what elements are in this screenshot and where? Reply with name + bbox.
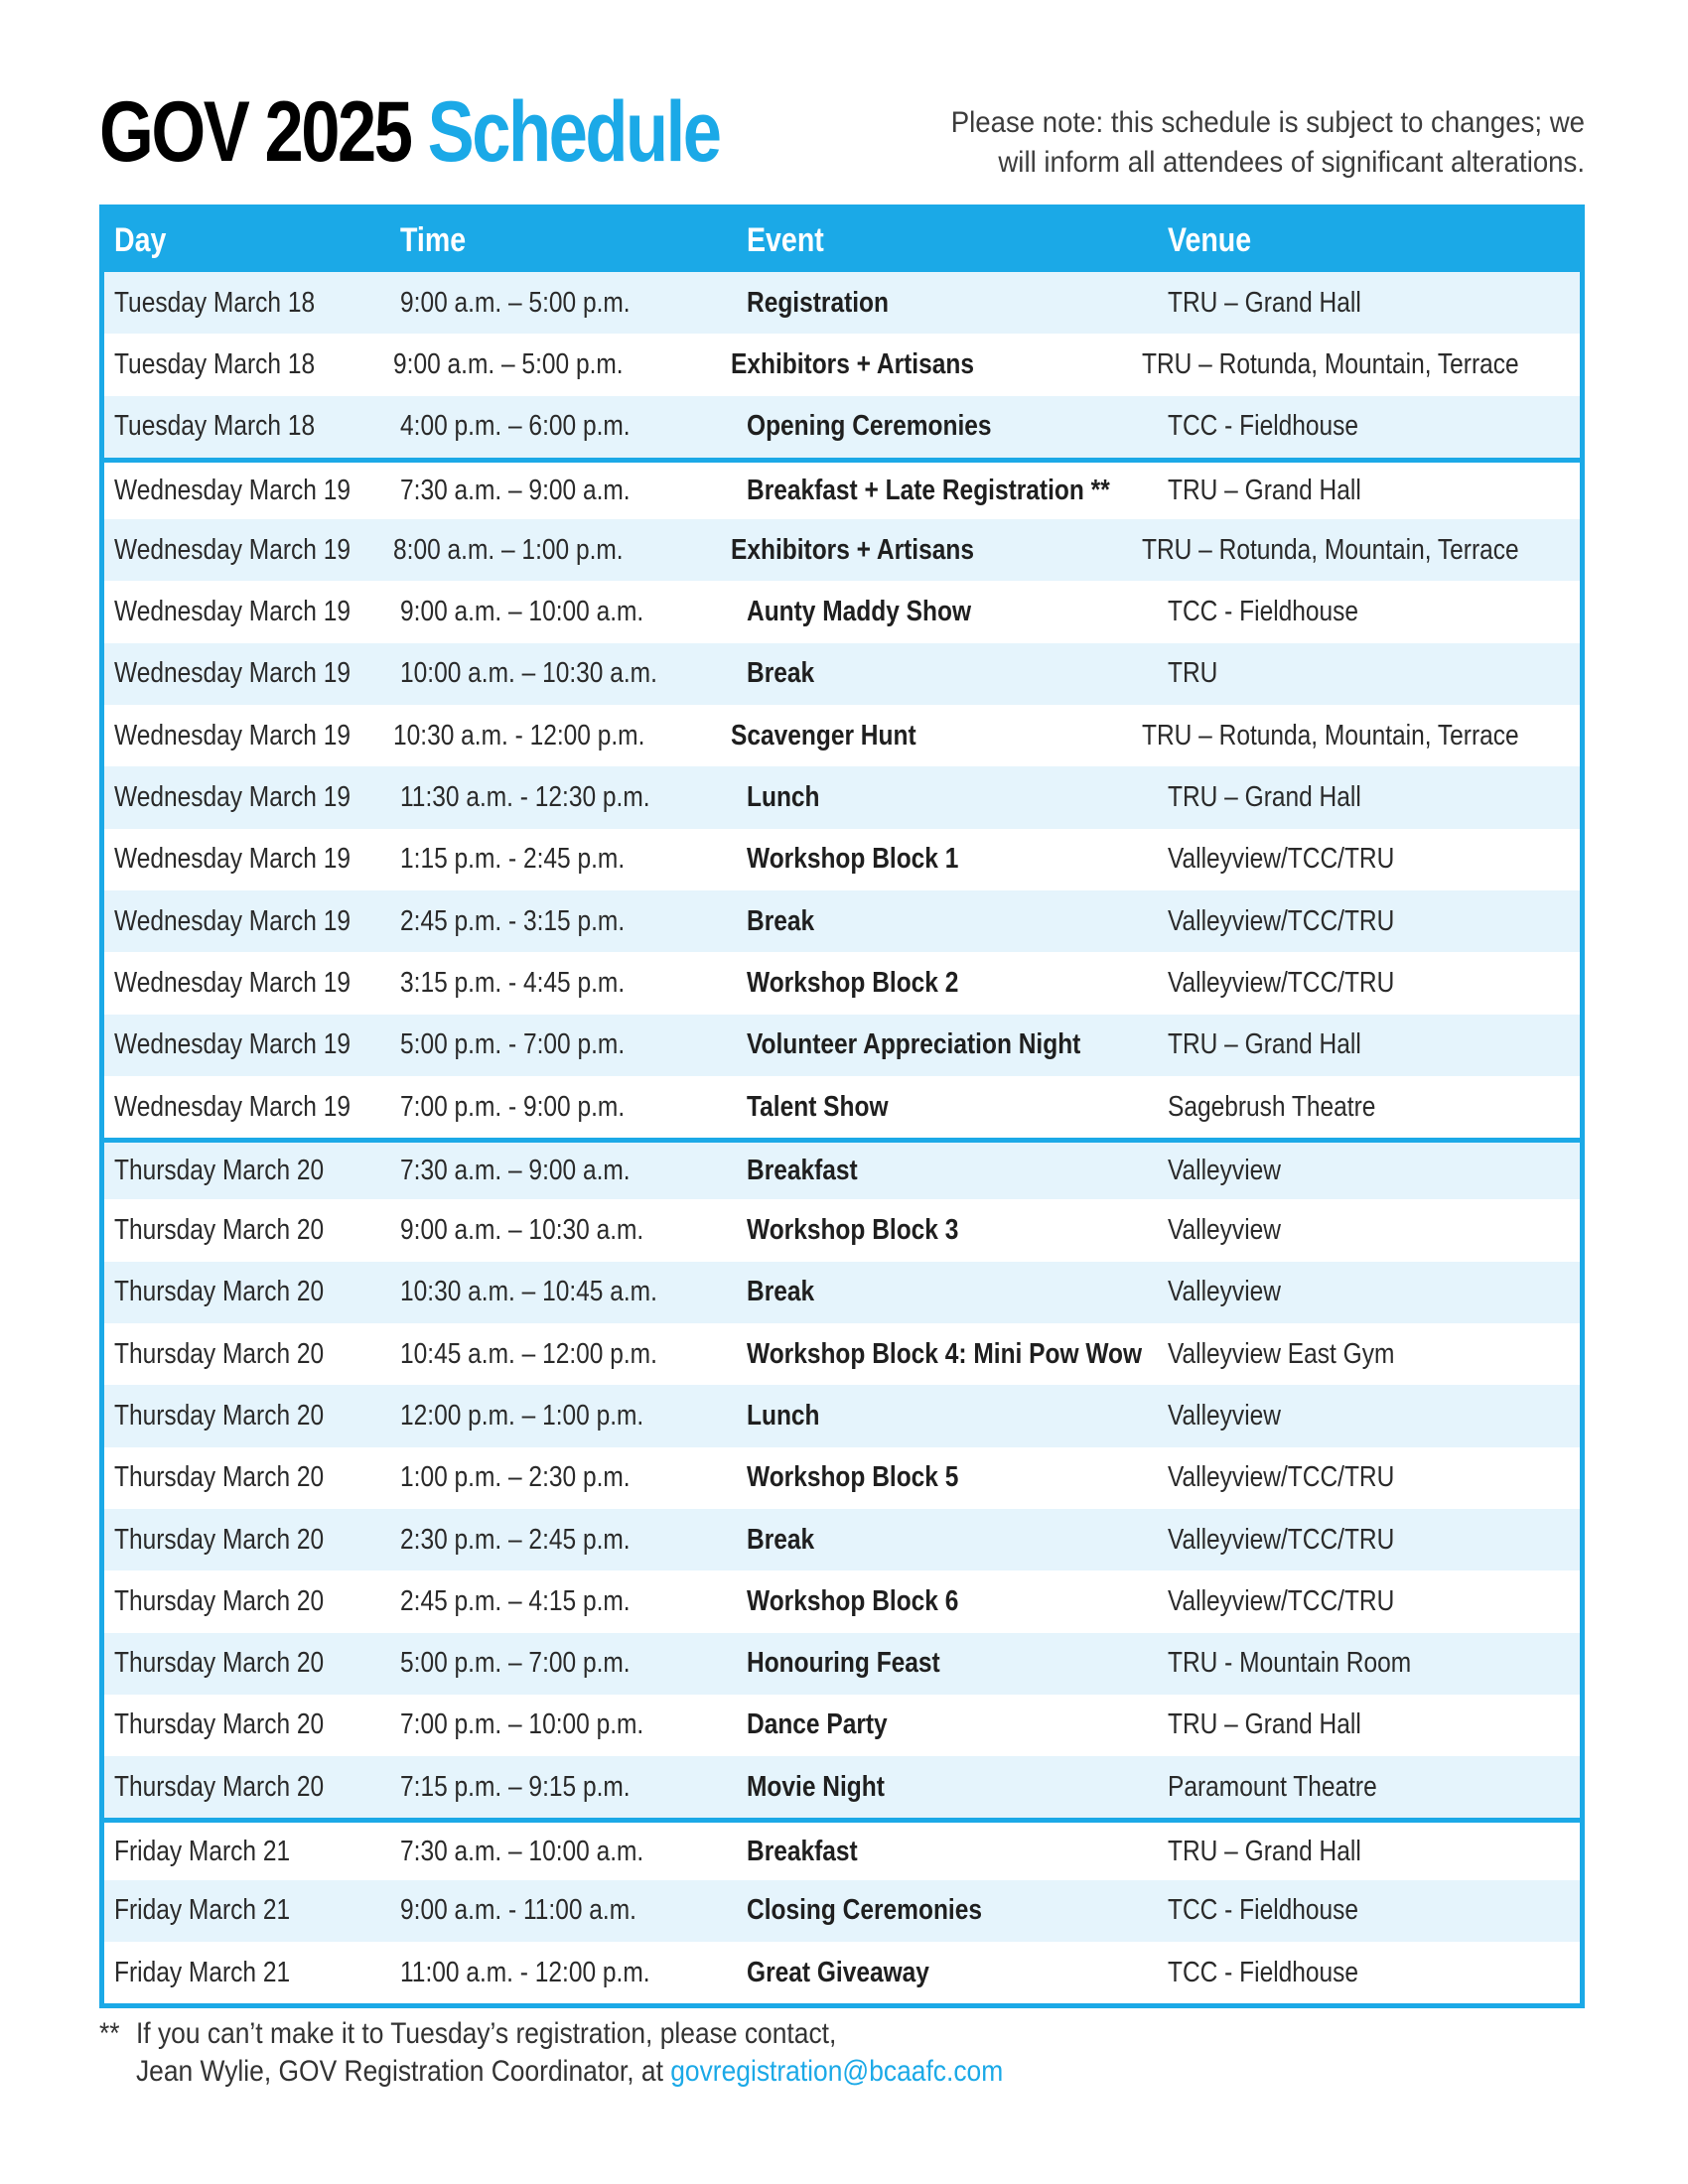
cell-event [747,1524,1168,1557]
venue-text: TRU – Grand Hall [1168,286,1361,319]
title-prefix: GOV 2025 [99,84,411,180]
cell-day [104,1957,400,1989]
cell-event [731,720,1141,752]
cell-venue [1168,596,1580,628]
cell-event [747,596,1168,628]
day-text: Thursday March 20 [114,1399,325,1432]
event-text: Breakfast [747,1835,858,1867]
time-text: 11:00 a.m. - 12:00 p.m. [400,1956,650,1988]
cell-event [747,781,1168,814]
note-line-2: will inform all attendees of significant alterations. [998,146,1585,179]
table-row [104,1509,1580,1570]
title-highlight: Schedule [427,84,720,180]
time-text: 4:00 p.m. – 6:00 p.m. [400,410,631,443]
table-row [104,1570,1580,1632]
table-row [104,1633,1580,1695]
cell-time [400,1338,747,1371]
cell-event [747,1585,1168,1618]
cell-time [400,657,747,690]
cell-event [747,475,1168,507]
table-row [104,1015,1580,1076]
cell-time [400,1461,747,1494]
venue-text: TRU – Rotunda, Mountain, Terrace [1141,347,1519,380]
cell-day [104,1585,400,1618]
table-row [104,334,1580,395]
event-text: Exhibitors + Artisans [731,533,975,566]
cell-time [393,348,731,381]
event-text: Honouring Feast [747,1647,940,1680]
event-text: Break [747,1276,815,1308]
cell-day [104,1461,400,1494]
cell-event [747,657,1168,690]
day-text: Wednesday March 19 [114,904,351,937]
cell-venue [1168,1214,1580,1247]
cell-venue [1168,1276,1580,1308]
event-text: Workshop Block 2 [747,966,959,999]
day-text: Thursday March 20 [114,1461,325,1494]
cell-time [400,781,747,814]
table-body [104,272,1580,2003]
event-text: Movie Night [747,1770,885,1803]
time-text: 7:00 p.m. - 9:00 p.m. [400,1090,626,1123]
day-text: Thursday March 20 [114,1337,325,1370]
venue-text: TRU – Grand Hall [1168,1835,1361,1867]
table-row [104,581,1580,642]
event-text: Break [747,904,815,937]
cell-venue [1168,287,1580,320]
day-text: Tuesday March 18 [114,286,316,319]
time-text: 10:30 a.m. - 12:00 p.m. [392,719,645,751]
cell-time [400,1524,747,1557]
time-text: 10:00 a.m. – 10:30 a.m. [400,657,657,690]
venue-text: Valleyview/TCC/TRU [1168,843,1395,876]
day-text: Thursday March 20 [114,1523,325,1556]
day-text: Friday March 21 [114,1894,291,1927]
table-row [104,458,1580,519]
table-row [104,952,1580,1014]
day-text: Tuesday March 18 [114,410,316,443]
venue-text: TRU – Rotunda, Mountain, Terrace [1141,719,1519,751]
venue-text: Valleyview [1168,1214,1281,1247]
footnote-marker: ** [99,2017,120,2050]
note-line-1: Please note: this schedule is subject to changes; we [950,106,1585,139]
event-text: Volunteer Appreciation Night [747,1028,1081,1061]
cell-day [104,1338,400,1371]
table-row [104,1138,1580,1199]
time-text: 9:00 a.m. – 5:00 p.m. [392,347,624,380]
venue-text: Valleyview/TCC/TRU [1168,904,1395,937]
cell-day [104,1028,400,1061]
cell-venue [1142,348,1580,381]
event-text: Exhibitors + Artisans [731,347,975,380]
cell-venue [1168,781,1580,814]
day-text: Thursday March 20 [114,1647,325,1680]
time-text: 7:15 p.m. – 9:15 p.m. [400,1770,631,1803]
table-row [104,1447,1580,1509]
venue-text: Sagebrush Theatre [1168,1090,1376,1123]
table-row [104,766,1580,828]
day-text: Friday March 21 [114,1956,291,1988]
cell-day [104,1836,400,1868]
cell-time [400,475,747,507]
footnote-text-1: If you can’t make it to Tuesday’s registration, please contact, [135,2017,837,2050]
cell-day [104,1771,400,1804]
cell-time [400,287,747,320]
cell-time [393,534,731,567]
cell-day [104,348,393,381]
venue-text: TCC - Fieldhouse [1168,1894,1359,1927]
table-row [104,519,1580,581]
time-text: 9:00 a.m. - 11:00 a.m. [400,1894,636,1927]
table-row [104,1880,1580,1942]
cell-event [747,967,1168,1000]
table-row [104,1818,1580,1879]
event-text: Closing Ceremonies [747,1894,982,1927]
cell-day [104,1647,400,1680]
table-row [104,1385,1580,1446]
cell-time [400,905,747,938]
cell-event [747,1957,1168,1989]
cell-venue [1168,1836,1580,1868]
cell-time [400,967,747,1000]
table-row [104,829,1580,890]
cell-event [747,1028,1168,1061]
event-text: Dance Party [747,1708,888,1741]
day-text: Wednesday March 19 [114,843,351,876]
cell-time [400,1836,747,1868]
day-text: Wednesday March 19 [114,475,351,507]
cell-day [104,1276,400,1308]
day-text: Wednesday March 19 [114,533,351,566]
time-text: 7:30 a.m. – 10:00 a.m. [400,1835,644,1867]
cell-day [104,475,400,507]
cell-event [747,1708,1168,1741]
cell-venue [1168,657,1580,690]
cell-time [400,1647,747,1680]
time-text: 10:45 a.m. – 12:00 p.m. [400,1337,657,1370]
cell-venue [1168,1957,1580,1989]
cell-day [104,1155,400,1187]
cell-time [400,1957,747,1989]
cell-venue [1168,843,1580,876]
cell-event [747,905,1168,938]
event-text: Breakfast [747,1155,858,1187]
time-text: 1:15 p.m. - 2:45 p.m. [400,843,626,876]
venue-text: Valleyview/TCC/TRU [1168,1523,1395,1556]
venue-text: Valleyview [1168,1276,1281,1308]
venue-text: TRU – Grand Hall [1168,781,1361,814]
cell-venue [1142,720,1580,752]
cell-event [747,1461,1168,1494]
day-text: Wednesday March 19 [114,596,351,628]
column-header-event: Event [747,221,824,259]
table-row [104,1756,1580,1818]
cell-event [747,1400,1168,1433]
cell-event [747,843,1168,876]
event-text: Break [747,1523,815,1556]
cell-event [747,1647,1168,1680]
schedule-change-note [891,103,1585,183]
cell-day [104,287,400,320]
cell-venue [1168,1091,1580,1124]
day-text: Wednesday March 19 [114,719,351,751]
cell-venue [1168,1028,1580,1061]
venue-text: Valleyview/TCC/TRU [1168,1584,1395,1617]
cell-time [393,720,731,752]
cell-event [731,534,1141,567]
cell-event [747,1894,1168,1927]
venue-text: Valleyview/TCC/TRU [1168,966,1395,999]
cell-venue [1168,1647,1580,1680]
cell-event [747,287,1168,320]
cell-venue [1168,905,1580,938]
venue-text: TRU – Grand Hall [1168,475,1361,507]
cell-time [400,596,747,628]
cell-event [747,1091,1168,1124]
cell-time [400,1771,747,1804]
table-row [104,272,1580,334]
cell-day [104,967,400,1000]
footnote-text-2: Jean Wylie, GOV Registration Coordinator, at [135,2055,663,2088]
time-text: 8:00 a.m. – 1:00 p.m. [392,533,624,566]
cell-day [104,1091,400,1124]
event-text: Workshop Block 5 [747,1461,959,1494]
cell-time [400,1894,747,1927]
cell-day [104,1524,400,1557]
event-text: Workshop Block 1 [747,843,959,876]
time-text: 10:30 a.m. – 10:45 a.m. [400,1276,657,1308]
day-text: Tuesday March 18 [114,347,316,380]
table-row [104,1323,1580,1385]
column-header-venue: Venue [1168,221,1252,259]
cell-venue [1168,1461,1580,1494]
day-text: Wednesday March 19 [114,966,351,999]
event-text: Workshop Block 6 [747,1584,959,1617]
table-row [104,1942,1580,2003]
event-text: Talent Show [747,1090,889,1123]
cell-day [104,1894,400,1927]
event-text: Aunty Maddy Show [747,596,972,628]
cell-venue [1168,1708,1580,1741]
cell-day [104,657,400,690]
column-header-time: Time [400,221,467,259]
cell-time [400,1214,747,1247]
event-text: Scavenger Hunt [731,719,916,751]
time-text: 3:15 p.m. - 4:45 p.m. [400,966,626,999]
table-row [104,1199,1580,1261]
cell-day [104,410,400,443]
schedule-table [99,205,1585,2008]
cell-day [104,534,393,567]
column-header-day: Day [114,221,167,259]
venue-text: TCC - Fieldhouse [1168,596,1359,628]
cell-day [104,905,400,938]
day-text: Wednesday March 19 [114,657,351,690]
day-text: Friday March 21 [114,1835,291,1867]
time-text: 9:00 a.m. – 5:00 p.m. [400,286,631,319]
cell-venue [1168,410,1580,443]
cell-venue [1168,1771,1580,1804]
footnote-line-2 [99,2053,1003,2091]
cell-day [104,1214,400,1247]
time-text: 2:30 p.m. – 2:45 p.m. [400,1523,631,1556]
venue-text: Valleyview/TCC/TRU [1168,1461,1395,1494]
event-text: Opening Ceremonies [747,410,992,443]
table-row [104,1695,1580,1756]
event-text: Break [747,657,815,690]
day-text: Wednesday March 19 [114,781,351,814]
time-text: 5:00 p.m. – 7:00 p.m. [400,1647,631,1680]
cell-venue [1168,1400,1580,1433]
time-text: 1:00 p.m. – 2:30 p.m. [400,1461,631,1494]
day-text: Wednesday March 19 [114,1090,351,1123]
cell-time [400,1708,747,1741]
day-text: Thursday March 20 [114,1708,325,1741]
venue-text: TRU – Grand Hall [1168,1708,1361,1741]
cell-day [104,1708,400,1741]
time-text: 7:30 a.m. – 9:00 a.m. [400,475,631,507]
cell-time [400,1091,747,1124]
venue-text: TRU – Rotunda, Mountain, Terrace [1141,533,1519,566]
cell-venue [1168,1585,1580,1618]
day-text: Wednesday March 19 [114,1028,351,1061]
time-text: 11:30 a.m. - 12:30 p.m. [400,781,650,814]
venue-text: Valleyview [1168,1155,1281,1187]
time-text: 2:45 p.m. – 4:15 p.m. [400,1584,631,1617]
table-header-row [104,209,1580,272]
time-text: 9:00 a.m. – 10:30 a.m. [400,1214,644,1247]
event-text: Lunch [747,1399,820,1432]
venue-text: TRU - Mountain Room [1168,1647,1412,1680]
venue-text: TCC - Fieldhouse [1168,410,1359,443]
day-text: Thursday March 20 [114,1276,325,1308]
time-text: 2:45 p.m. - 3:15 p.m. [400,904,626,937]
cell-event [747,1155,1168,1187]
footnote-line-1 [99,2015,1003,2053]
day-text: Thursday March 20 [114,1770,325,1803]
cell-venue [1168,1155,1580,1187]
cell-day [104,720,393,752]
cell-time [400,1400,747,1433]
day-text: Thursday March 20 [114,1584,325,1617]
table-row [104,1262,1580,1323]
cell-venue [1168,475,1580,507]
venue-text: Valleyview [1168,1399,1281,1432]
cell-time [400,1585,747,1618]
venue-text: TRU [1168,657,1218,690]
time-text: 9:00 a.m. – 10:00 a.m. [400,596,644,628]
cell-time [400,843,747,876]
day-text: Thursday March 20 [114,1214,325,1247]
event-text: Breakfast + Late Registration ** [747,475,1110,507]
table-row [104,643,1580,705]
event-text: Great Giveaway [747,1956,929,1988]
cell-time [400,1276,747,1308]
event-text: Registration [747,286,890,319]
day-text: Thursday March 20 [114,1155,325,1187]
time-text: 12:00 p.m. – 1:00 p.m. [400,1399,644,1432]
cell-venue [1168,967,1580,1000]
event-text: Workshop Block 4: Mini Pow Wow [747,1337,1143,1370]
cell-day [104,781,400,814]
table-row [104,705,1580,766]
time-text: 5:00 p.m. - 7:00 p.m. [400,1028,626,1061]
time-text: 7:00 p.m. – 10:00 p.m. [400,1708,644,1741]
cell-time [400,1028,747,1061]
cell-day [104,843,400,876]
cell-venue [1168,1524,1580,1557]
cell-event [747,1214,1168,1247]
venue-text: TCC - Fieldhouse [1168,1956,1359,1988]
table-row [104,396,1580,458]
page-title [99,84,720,180]
cell-event [747,1836,1168,1868]
cell-event [747,410,1168,443]
venue-text: TRU – Grand Hall [1168,1028,1361,1061]
cell-venue [1168,1338,1580,1371]
venue-text: Valleyview East Gym [1168,1337,1395,1370]
cell-day [104,596,400,628]
table-row [104,890,1580,952]
cell-event [747,1276,1168,1308]
cell-venue [1168,1894,1580,1927]
table-row [104,1076,1580,1138]
registration-email-link[interactable]: govregistration@bcaafc.com [670,2055,1004,2088]
cell-event [747,1338,1168,1371]
cell-time [400,1155,747,1187]
venue-text: Paramount Theatre [1168,1770,1377,1803]
cell-venue [1142,534,1580,567]
cell-day [104,1400,400,1433]
footnote [99,2015,1003,2091]
cell-event [731,348,1141,381]
cell-event [747,1771,1168,1804]
event-text: Lunch [747,781,820,814]
time-text: 7:30 a.m. – 9:00 a.m. [400,1155,631,1187]
cell-time [400,410,747,443]
event-text: Workshop Block 3 [747,1214,959,1247]
